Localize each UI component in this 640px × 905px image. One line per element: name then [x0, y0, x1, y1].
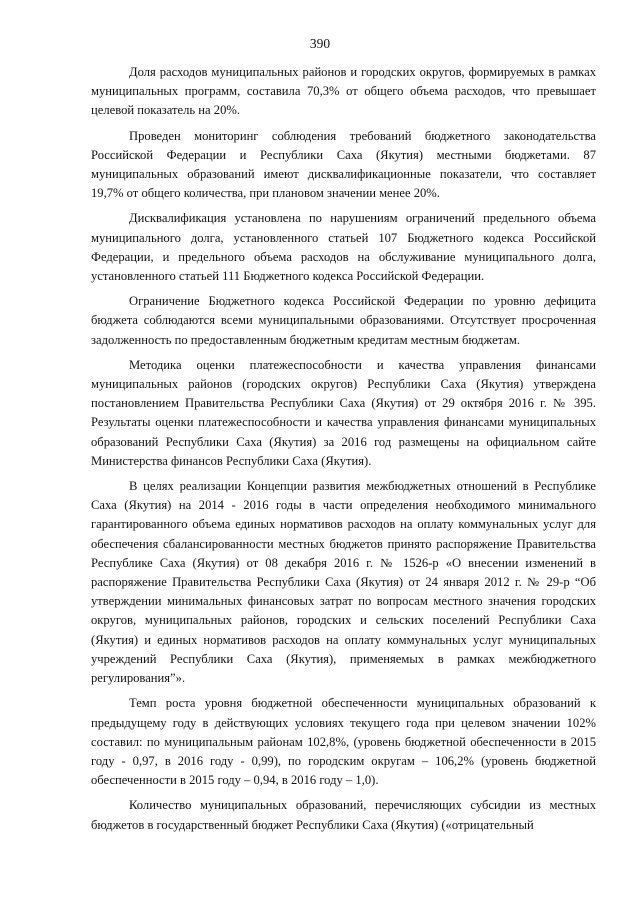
paragraph-interbudget-concept: В целях реализации Концепции развития межбюджетных отношений в Республике Саха (Якутия) на 2014 - 2016 годы в части определения необходимого минимального гарантированного объема единых нормативов расходов на оплату коммунальных услуг для обеспечения сбалансированности местных бюджетов принято распоряжение Правительства Республике Саха (Якутия) от 08 декабря 2016 г. № 1526-р «О внесении изменений в распоряжение Правительства Республики Саха (Якутия) от 24 января 2012 г. № 29-р “Об утверждении минимальных финансовых затрат по вопросам местного значения городских округов, муниципальных районов, городских и сельских поселений Республики Саха (Якутия) и единых нормативов расходов на оплату коммунальных услуг муниципальных учреждений Республики Саха (Якутия), применяемых в рамках межбюджетного регулирования”».	[91, 479, 596, 686]
page-body	[91, 63, 596, 841]
paragraph-solvency-methodology: Методика оценки платежеспособности и качества управления финансами муниципальных районов (городских округов) Республики Саха (Якутия) утверждена постановлением Правительства Республики Саха (Якутия) от 29 октября 2016 г. № 395. Результаты оценки платежеспособности и качества управления финансами муниципальных образований Республики Саха (Якутия) за 2016 год размещены на официальном сайте Министерства финансов Республики Саха (Якутия).	[91, 357, 596, 468]
page-number: 390	[309, 36, 331, 51]
paragraph-budget-sufficiency-growth: Темп роста уровня бюджетной обеспеченности муниципальных образований к предыдущему году в действующих условиях текущего года при целевом значении 102% составил: по муниципальным районам 102,8%, (уровень бюджетной обеспеченности в 2015 году - 0,97, в 2016 году - 0,99), по городским округам – 106,2% (уровень бюджетной обеспеченности в 2015 году – 0,94, в 2016 году – 1,0).	[91, 696, 596, 788]
paragraph-deficit-limits: Ограничение Бюджетного кодекса Российской Федерации по уровню дефицита бюджета соблюдаются всеми муниципальными образованиями. Отсутствует просроченная задолженность по предоставленным бюджетным кредитам местным бюджетам.	[91, 294, 596, 347]
paragraph-budget-compliance-monitoring: Проведен мониторинг соблюдения требований бюджетного законодательства Российской Федерации и Республики Саха (Якутия) местными бюджетами. 87 муниципальных образований имеют дисквалификационные показатели, что составляет 19,7% от общего количества, при плановом значении менее 20%.	[91, 128, 596, 201]
paragraph-municipal-programs-share: Доля расходов муниципальных районов и городских округов, формируемых в рамках муниципальных программ, составила 70,3% от общего объема расходов, что превышает целевой показатель на 20%.	[91, 65, 596, 118]
paragraph-subsidy-count: Количество муниципальных образований, перечисляющих субсидии из местных бюджетов в государственный бюджет Республики Саха (Якутия) («отрицательный	[91, 798, 596, 832]
paragraph-disqualification: Дисквалификация установлена по нарушениям ограничений предельного объема муниципального долга, установленного статьей 107 Бюджетного кодекса Российской Федерации, и предельного объема расходов на обслуживание муниципального долга, установленного статьей 111 Бюджетного кодекса Российской Федерации.	[91, 211, 596, 284]
